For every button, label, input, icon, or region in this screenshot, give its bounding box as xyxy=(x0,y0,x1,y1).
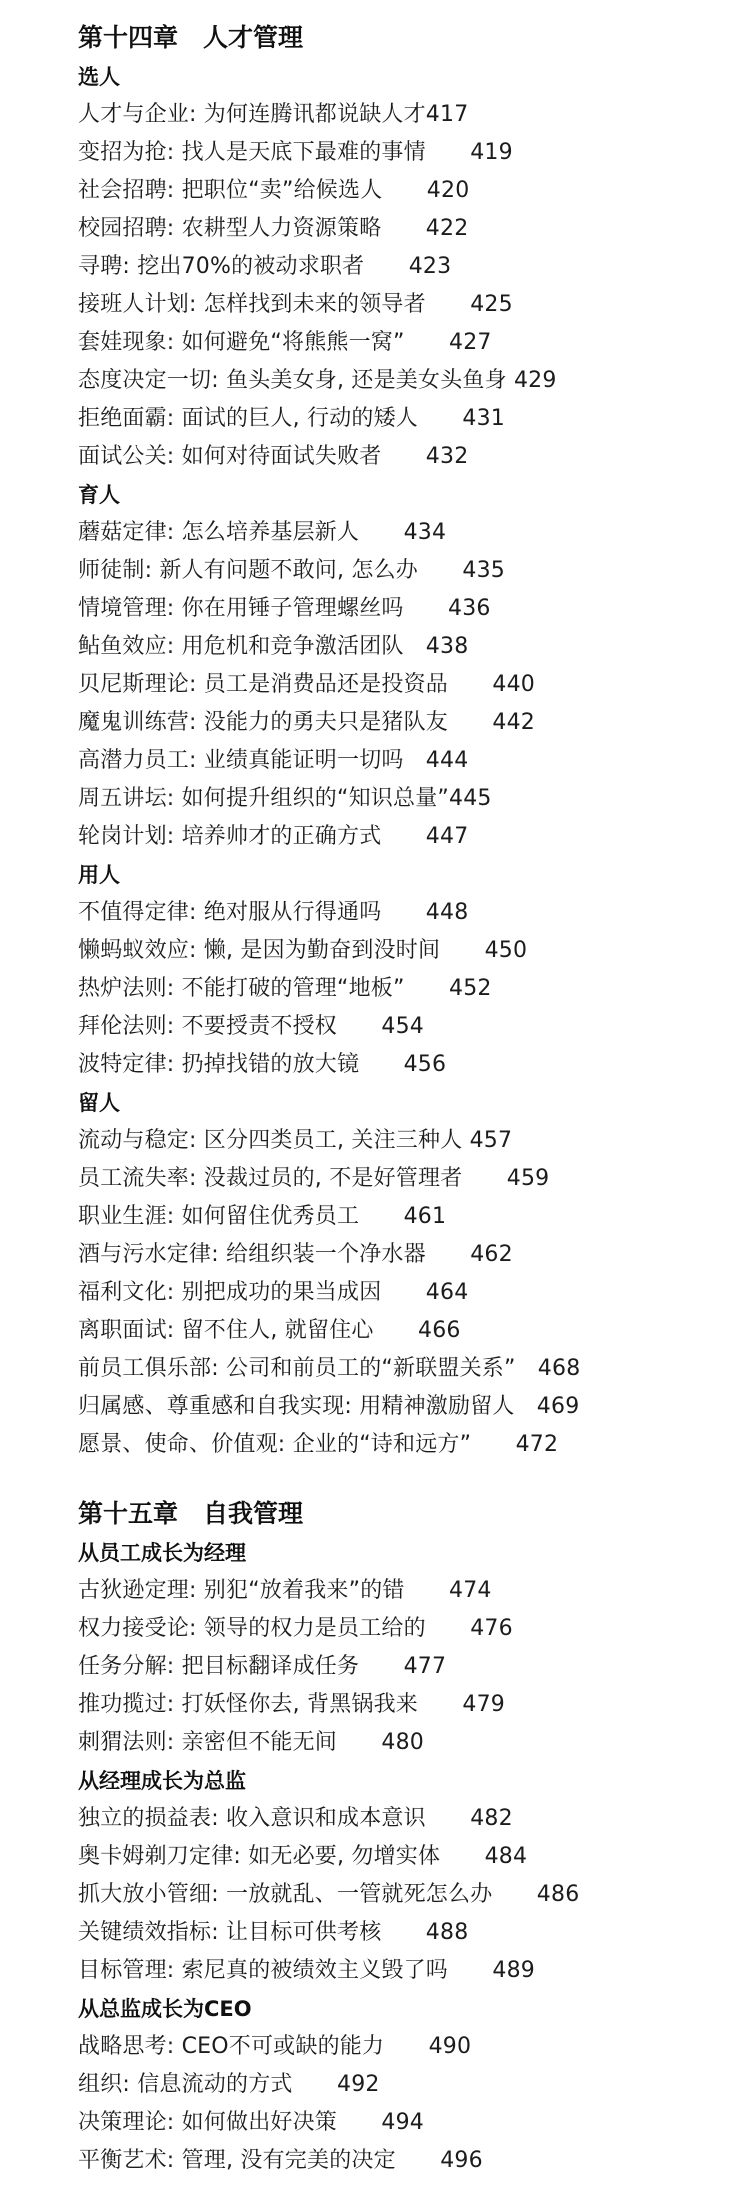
section xyxy=(78,476,738,856)
toc-entry: 寻聘: 挖出70%的被动求职者 423 xyxy=(78,254,452,279)
toc-entry: 鲇鱼效应: 用危机和竞争激活团队 438 xyxy=(78,634,469,659)
section-title: 留人 xyxy=(78,1091,120,1115)
toc-entry: 魔鬼训练营: 没能力的勇夫只是猪队友 442 xyxy=(78,710,535,735)
toc-entry: 套娃现象: 如何避免“将熊熊一窝” 427 xyxy=(78,330,492,355)
toc-entry: 福利文化: 别把成功的果当成因 464 xyxy=(78,1280,469,1305)
toc-entry: 拒绝面霸: 面试的巨人, 行动的矮人 431 xyxy=(78,406,505,431)
section xyxy=(78,1990,738,2180)
section xyxy=(78,856,738,1084)
toc-entry: 决策理论: 如何做出好决策 494 xyxy=(78,2110,424,2135)
toc-entry: 态度决定一切: 鱼头美女身, 还是美女头鱼身 429 xyxy=(78,368,557,393)
toc-entry: 情境管理: 你在用锤子管理螺丝吗 436 xyxy=(78,596,491,621)
toc-entry: 面试公关: 如何对待面试失败者 432 xyxy=(78,444,469,469)
toc-entry: 独立的损益表: 收入意识和成本意识 482 xyxy=(78,1806,513,1831)
section xyxy=(78,1084,738,1464)
toc-entry: 流动与稳定: 区分四类员工, 关注三种人 457 xyxy=(78,1128,513,1153)
toc-entry: 目标管理: 索尼真的被绩效主义毁了吗 489 xyxy=(78,1958,535,1983)
toc-entry: 离职面试: 留不住人, 就留住心 466 xyxy=(78,1318,461,1343)
toc-entry: 社会招聘: 把职位“卖”给候选人 420 xyxy=(78,178,470,203)
section-title: 从经理成长为总监 xyxy=(78,1769,246,1793)
section-title: 用人 xyxy=(78,863,120,887)
section xyxy=(78,58,738,476)
toc-entry: 抓大放小管细: 一放就乱、一管就死怎么办 486 xyxy=(78,1882,580,1907)
toc-entry: 不值得定律: 绝对服从行得通吗 448 xyxy=(78,900,469,925)
toc-entry: 人才与企业: 为何连腾讯都说缺人才417 xyxy=(78,102,469,127)
table-of-contents xyxy=(78,18,738,2180)
toc-entry: 周五讲坛: 如何提升组织的“知识总量”445 xyxy=(78,786,492,811)
toc-entry: 蘑菇定律: 怎么培养基层新人 434 xyxy=(78,520,447,545)
toc-entry: 懒蚂蚁效应: 懒, 是因为勤奋到没时间 450 xyxy=(78,938,528,963)
toc-entry: 波特定律: 扔掉找错的放大镜 456 xyxy=(78,1052,447,1077)
section-title: 选人 xyxy=(78,65,120,89)
toc-entry: 愿景、使命、价值观: 企业的“诗和远方” 472 xyxy=(78,1432,559,1457)
section xyxy=(78,1762,738,1990)
toc-entry: 高潜力员工: 业绩真能证明一切吗 444 xyxy=(78,748,469,773)
section-title: 从员工成长为经理 xyxy=(78,1541,246,1565)
toc-entry: 组织: 信息流动的方式 492 xyxy=(78,2072,380,2097)
toc-entry: 前员工俱乐部: 公司和前员工的“新联盟关系” 468 xyxy=(78,1356,581,1381)
toc-entry: 拜伦法则: 不要授责不授权 454 xyxy=(78,1014,424,1039)
toc-entry: 变招为抢: 找人是天底下最难的事情 419 xyxy=(78,140,513,165)
toc-entry: 职业生涯: 如何留住优秀员工 461 xyxy=(78,1204,447,1229)
section xyxy=(78,1534,738,1762)
toc-entry: 归属感、尊重感和自我实现: 用精神激励留人 469 xyxy=(78,1394,580,1419)
toc-entry: 校园招聘: 农耕型人力资源策略 422 xyxy=(78,216,469,241)
toc-entry: 权力接受论: 领导的权力是员工给的 476 xyxy=(78,1616,513,1641)
section-title: 育人 xyxy=(78,483,120,507)
chapter xyxy=(78,18,738,1464)
toc-entry: 古狄逊定理: 别犯“放着我来”的错 474 xyxy=(78,1578,492,1603)
toc-entry: 推功揽过: 打妖怪你去, 背黑锅我来 479 xyxy=(78,1692,505,1717)
toc-entry: 贝尼斯理论: 员工是消费品还是投资品 440 xyxy=(78,672,535,697)
toc-entry: 战略思考: CEO不可或缺的能力 490 xyxy=(78,2034,472,2059)
toc-entry: 平衡艺术: 管理, 没有完美的决定 496 xyxy=(78,2148,483,2173)
toc-entry: 关键绩效指标: 让目标可供考核 488 xyxy=(78,1920,469,1945)
toc-entry: 轮岗计划: 培养帅才的正确方式 447 xyxy=(78,824,469,849)
toc-entry: 酒与污水定律: 给组织装一个净水器 462 xyxy=(78,1242,513,1267)
chapter-title: 第十五章 自我管理 xyxy=(78,1499,304,1528)
chapter-title: 第十四章 人才管理 xyxy=(78,23,304,52)
toc-entry: 接班人计划: 怎样找到未来的领导者 425 xyxy=(78,292,513,317)
toc-entry: 员工流失率: 没裁过员的, 不是好管理者 459 xyxy=(78,1166,550,1191)
toc-entry: 刺猬法则: 亲密但不能无间 480 xyxy=(78,1730,424,1755)
section-title: 从总监成长为CEO xyxy=(78,1997,252,2021)
toc-entry: 热炉法则: 不能打破的管理“地板” 452 xyxy=(78,976,492,1001)
toc-entry: 师徒制: 新人有问题不敢问, 怎么办 435 xyxy=(78,558,505,583)
toc-entry: 奥卡姆剃刀定律: 如无必要, 勿增实体 484 xyxy=(78,1844,528,1869)
toc-entry: 任务分解: 把目标翻译成任务 477 xyxy=(78,1654,447,1679)
chapter xyxy=(78,1494,738,2180)
